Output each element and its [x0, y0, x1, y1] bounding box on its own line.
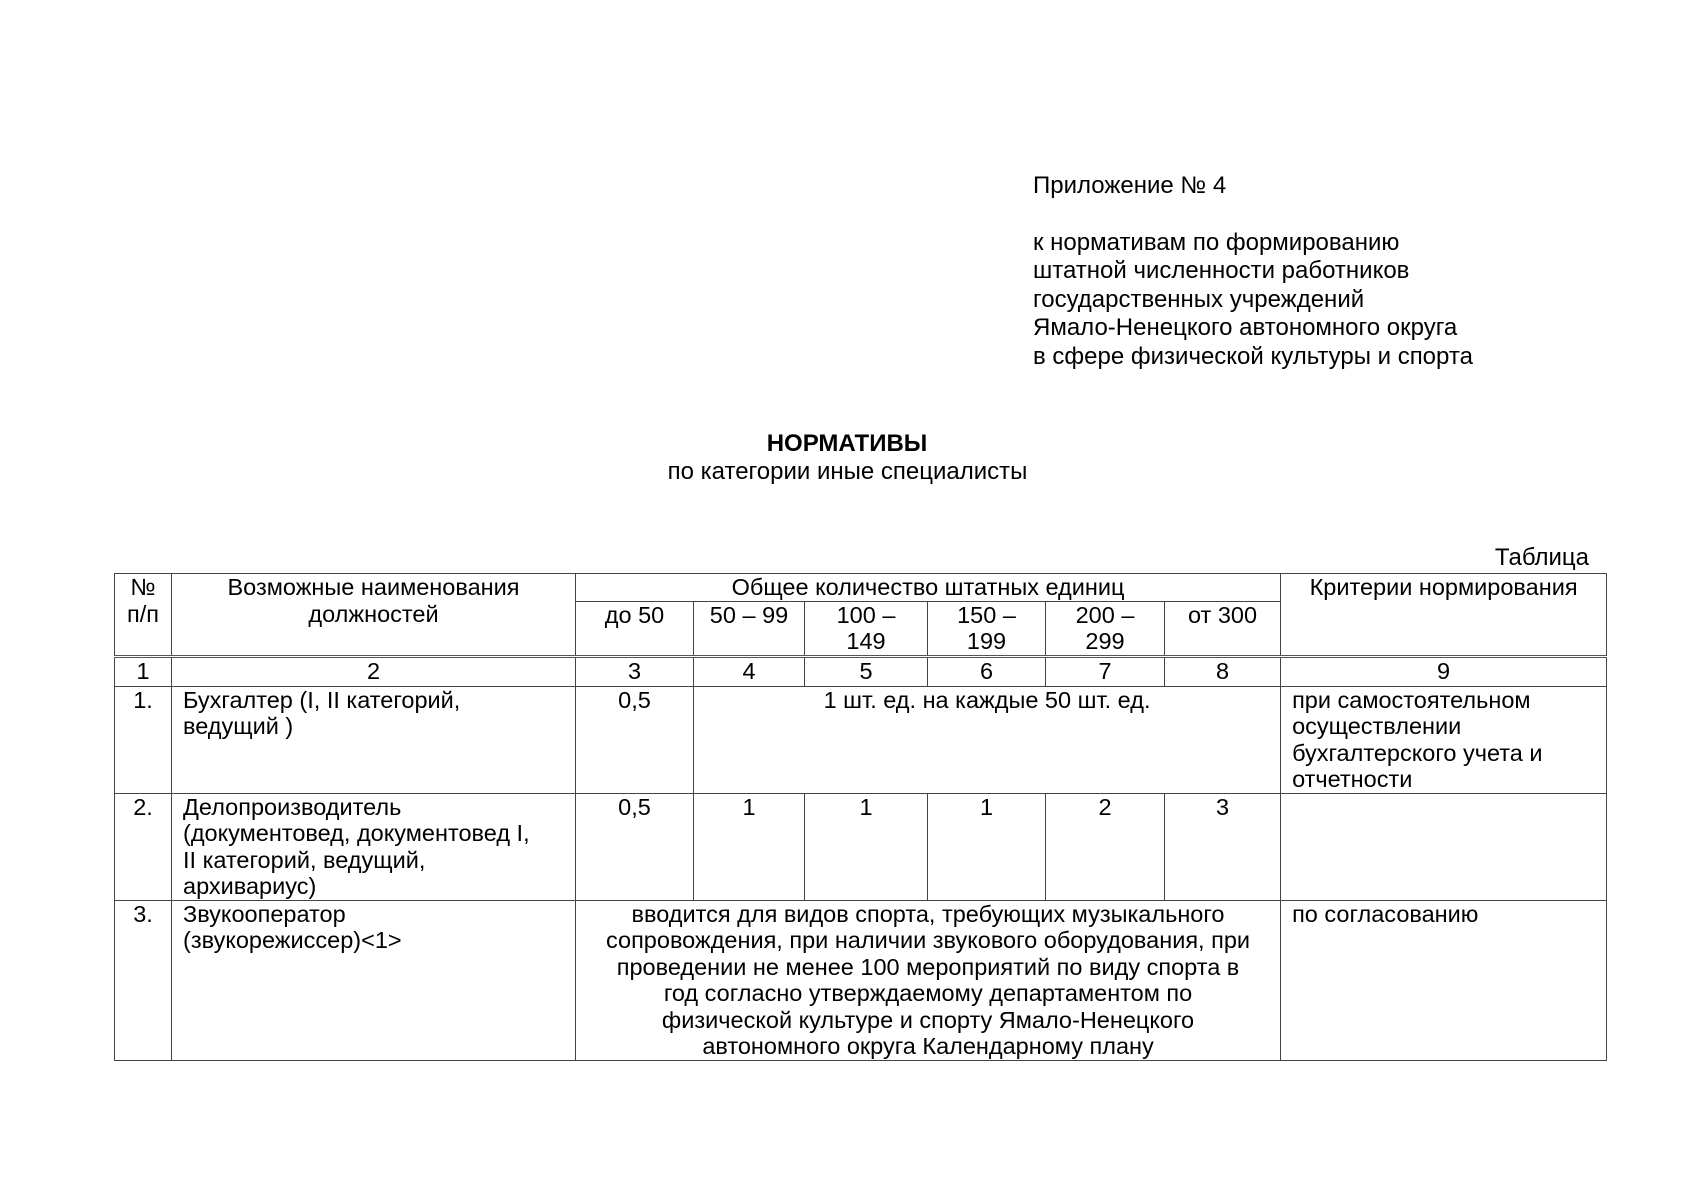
table-row: [115, 793, 1607, 900]
norms-table: [114, 573, 1607, 1061]
row-value: 1: [694, 793, 805, 900]
column-number: 1: [115, 656, 172, 686]
column-number: 4: [694, 656, 805, 686]
header-range: до 50: [576, 601, 694, 656]
row-value: 1: [805, 793, 928, 900]
row-value: 0,5: [576, 793, 694, 900]
header-total-units: Общее количество штатных единиц: [576, 574, 1281, 602]
column-number: 2: [172, 656, 576, 686]
row-merged-text: вводится для видов спорта, требующих музыкального сопровождения, при наличии звукового оборудования, при проведении не менее 100 мероприятий по виду спорта в год согласно утверждаемому департаментом по физической культуре и спорту Ямало-Ненецкого автономного округа Календарному плану: [576, 900, 1281, 1060]
appendix-line: штатной численности работников: [1033, 257, 1410, 284]
table-label: Таблица: [1494, 544, 1589, 571]
row-value: 0,5: [576, 686, 694, 793]
header-num: № п/п: [115, 574, 172, 657]
row-position: Делопроизводитель (документовед, документовед I, II категорий, ведущий, архивариус): [172, 793, 576, 900]
row-num: 2.: [115, 793, 172, 900]
appendix-line: в сфере физической культуры и спорта: [1033, 342, 1473, 370]
appendix-block: [1033, 172, 1473, 371]
row-num: 3.: [115, 900, 172, 1060]
row-value: 1: [928, 793, 1046, 900]
row-criteria: по согласованию: [1281, 900, 1607, 1060]
header-range: 150 – 199: [928, 601, 1046, 656]
appendix-line: государственных учреждений: [1033, 285, 1365, 313]
row-value: 2: [1046, 793, 1165, 900]
row-num: 1.: [115, 686, 172, 793]
header-range: от 300: [1165, 601, 1281, 656]
appendix-line: Ямало-Ненецкого автономного округа: [1033, 314, 1458, 341]
header-positions: Возможные наименования должностей: [172, 574, 576, 657]
column-number: 7: [1046, 656, 1165, 686]
column-number: 9: [1281, 656, 1607, 686]
column-number: 3: [576, 656, 694, 686]
column-number-row: [115, 656, 1607, 686]
table-header-row: [115, 574, 1607, 602]
row-criteria: [1281, 793, 1607, 900]
header-range: 100 – 149: [805, 601, 928, 656]
row-value: 3: [1165, 793, 1281, 900]
appendix-number: Приложение № 4: [1033, 172, 1227, 199]
appendix-line: к нормативам по формированию: [1033, 228, 1400, 256]
document-subtitle: по категории иные специалисты: [667, 458, 1028, 485]
column-number: 5: [805, 656, 928, 686]
table-row: [115, 900, 1607, 1060]
table-row: [115, 686, 1607, 793]
document-title: НОРМАТИВЫ: [766, 430, 928, 457]
row-position: Звукооператор (звукорежиссер)<1>: [172, 900, 576, 1060]
header-criteria: Критерии нормирования: [1281, 574, 1607, 657]
document-heading: [0, 430, 1697, 486]
header-range: 200 – 299: [1046, 601, 1165, 656]
row-position: Бухгалтер (I, II категорий, ведущий ): [172, 686, 576, 793]
row-merged-value: 1 шт. ед. на каждые 50 шт. ед.: [694, 686, 1281, 793]
column-number: 8: [1165, 656, 1281, 686]
row-criteria: при самостоятельном осуществлении бухгалтерского учета и отчетности: [1281, 686, 1607, 793]
header-range: 50 – 99: [694, 601, 805, 656]
column-number: 6: [928, 656, 1046, 686]
